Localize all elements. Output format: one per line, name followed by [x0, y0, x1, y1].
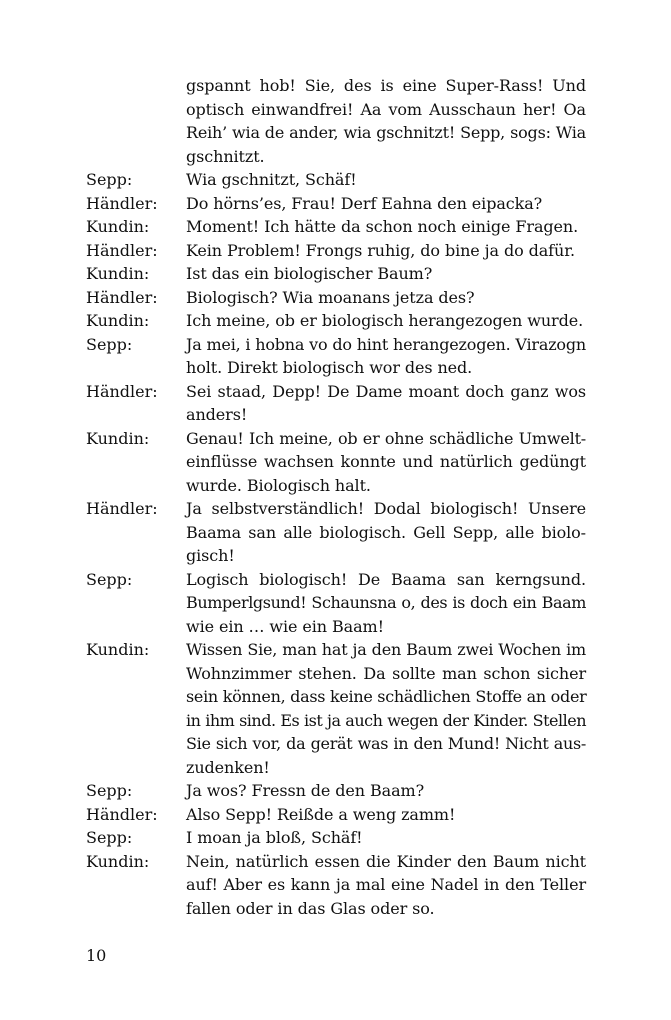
text-line: Ist das ein biologischer Baum?	[186, 264, 433, 283]
text-line: wie ein … wie ein Baam!	[186, 616, 384, 636]
dialogue-text	[186, 74, 586, 168]
text-line: Genau! Ich meine, ob er ohne schädliche Umwelt-	[186, 428, 586, 448]
speaker-label: Sepp:	[86, 781, 133, 800]
text-line: Ich meine, ob er biologisch herangezogen wurde.	[186, 311, 584, 330]
text-line: Baama san alle biologisch. Gell Sepp, alle biolo-	[186, 522, 586, 542]
speaker-label: Kundin:	[86, 640, 150, 659]
text-line: Kein Problem! Frongs ruhig, do bine ja do dafür.	[186, 240, 575, 260]
speaker-label: Kundin:	[86, 428, 150, 448]
speaker-label: Händler:	[86, 240, 158, 260]
text-line: wurde. Biologisch halt.	[186, 475, 371, 495]
speaker-label: Händler:	[86, 193, 158, 213]
dialogue-text	[186, 803, 586, 827]
dialogue-row	[86, 168, 586, 192]
dialogue-row	[86, 427, 586, 498]
text-line: Sie sich vor, da gerät was in den Mund! Nicht aus-	[186, 734, 586, 753]
text-line: sein können, dass keine schädlichen Stoffe an oder	[186, 687, 587, 706]
dialogue-row	[86, 192, 586, 216]
text-line: Do hörns’es, Frau! Derf Eahna den eipacka?	[186, 193, 543, 213]
text-line: Wia gschnitzt, Schäf!	[186, 170, 357, 189]
text-line: auf! Aber es kann ja mal eine Nadel in den Teller	[186, 875, 586, 894]
speaker-label: Händler:	[86, 499, 158, 518]
text-line: holt. Direkt biologisch wor des ned.	[186, 358, 473, 377]
dialogue-row	[86, 779, 586, 803]
dialogue-row	[86, 380, 586, 427]
text-line: Sei staad, Depp! De Dame moant doch ganz wos	[186, 381, 586, 401]
text-line: gspannt hob! Sie, des is eine Super-Rass! Und	[186, 76, 586, 95]
dialogue-text	[186, 215, 586, 239]
dialogue-row	[86, 568, 586, 639]
text-line: anders!	[186, 405, 248, 424]
dialogue-text	[186, 826, 586, 850]
text-line: Ja wos? Fressn de den Baam?	[186, 781, 425, 800]
dialogue-text	[186, 262, 586, 286]
page-number: 10	[86, 946, 107, 965]
dialogue-row	[86, 239, 586, 263]
dialogue-row	[86, 333, 586, 380]
text-line: Reih’ wia de ander, wia gschnitzt! Sepp, sogs: Wia	[186, 123, 586, 142]
text-line: Bumperlgsund! Schaunsna o, des is doch ein Baam	[186, 593, 586, 612]
dialogue-row	[86, 309, 586, 333]
speaker-label: Sepp:	[86, 569, 133, 589]
speaker-label: Kundin:	[86, 851, 150, 871]
text-line: Wissen Sie, man hat ja den Baum zwei Wochen im	[186, 640, 586, 659]
text-line: gisch!	[186, 546, 235, 565]
dialogue-row	[86, 497, 586, 568]
speaker-label: Kundin:	[86, 311, 150, 330]
text-line: zudenken!	[186, 757, 270, 777]
dialogue-row	[86, 262, 586, 286]
dialogue-row	[86, 215, 586, 239]
text-line: Wohnzimmer stehen. Da sollte man schon sicher	[186, 663, 586, 683]
text-line: Biologisch? Wia moanans jetza des?	[186, 287, 475, 307]
speaker-label: Sepp:	[86, 828, 133, 847]
dialogue-row	[86, 74, 586, 168]
dialogue-text	[186, 779, 586, 803]
text-line: Ja mei, i hobna vo do hint herangezogen. Virazogn	[186, 334, 586, 354]
speaker-label: Kundin:	[86, 264, 150, 283]
text-line: Moment! Ich hätte da schon noch einige Fragen.	[186, 217, 579, 236]
dialogue-text	[186, 497, 586, 568]
speaker-label: Händler:	[86, 287, 158, 307]
dialogue-text	[186, 427, 586, 498]
dialogue-text	[186, 286, 586, 310]
text-line: Ja selbstverständlich! Dodal biologisch! Unsere	[186, 499, 586, 518]
speaker-label: Sepp:	[86, 334, 133, 354]
text-line: optisch einwandfrei! Aa vom Ausschaun her! Oa	[186, 99, 586, 119]
text-line: Nein, natürlich essen die Kinder den Baum nicht	[186, 851, 586, 871]
dialogue-text	[186, 333, 586, 380]
dialogue-row	[86, 638, 586, 779]
text-line: in ihm sind. Es ist ja auch wegen der Kinder. Stellen	[186, 710, 586, 730]
text-line: I moan ja bloß, Schäf!	[186, 828, 363, 847]
dialogue-row	[86, 803, 586, 827]
dialogue-text	[186, 380, 586, 427]
text-line: Also Sepp! Reißde a weng zamm!	[186, 804, 456, 824]
text-line: Logisch biologisch! De Baama san kerngsund.	[186, 569, 586, 589]
speaker-label: Händler:	[86, 804, 158, 824]
dialogue-text	[186, 568, 586, 639]
dialogue-row	[86, 286, 586, 310]
dialogue-text	[186, 850, 586, 921]
text-line: einflüsse wachsen konnte und natürlich gedüngt	[186, 452, 586, 471]
speaker-label: Sepp:	[86, 170, 133, 189]
dialogue-text	[186, 309, 586, 333]
dialogue-text	[186, 168, 586, 192]
dialogue-text	[186, 638, 586, 779]
dialogue-text	[186, 239, 586, 263]
speaker-label: Kundin:	[86, 217, 150, 236]
dialogue-text	[186, 192, 586, 216]
text-line: gschnitzt.	[186, 146, 265, 166]
dialogue-row	[86, 826, 586, 850]
dialogue-row	[86, 850, 586, 921]
speaker-label: Händler:	[86, 381, 158, 401]
text-line: fallen oder in das Glas oder so.	[186, 898, 435, 918]
dialogue-block	[86, 74, 586, 920]
